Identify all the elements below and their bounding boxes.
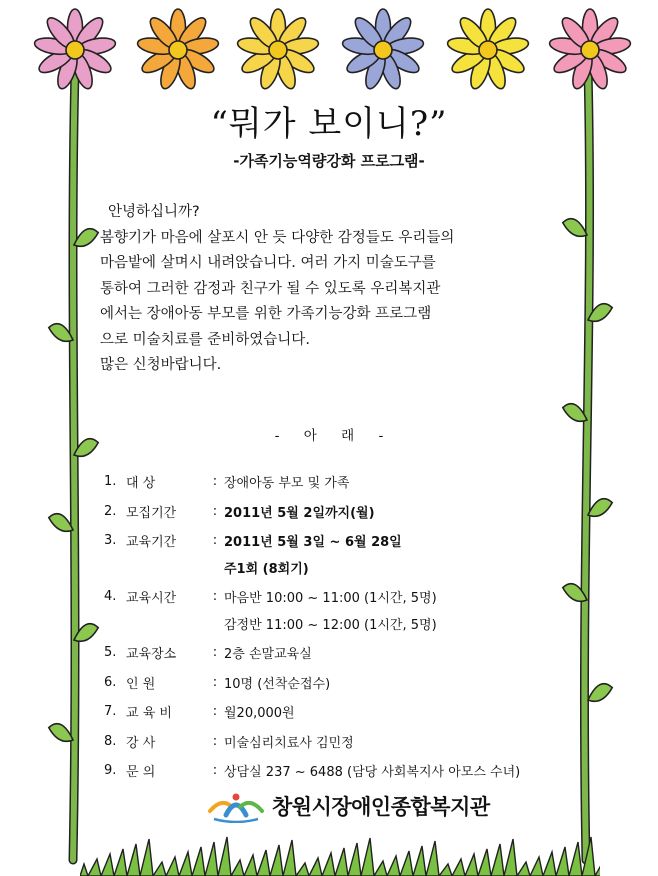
page-title: “뭐가 보이니?” xyxy=(210,104,448,144)
notice-heading: - 아 래 - xyxy=(274,428,384,444)
detail-number: 1. xyxy=(104,474,117,490)
detail-separator: : xyxy=(212,589,218,605)
details-list xyxy=(104,467,584,786)
intro-line: 마음밭에 살며시 내려앉습니다. 여러 가지 미술도구를 xyxy=(100,255,436,271)
intro-line: 봄향기가 마음에 살포시 안 듯 다양한 감정들도 우리들의 xyxy=(100,229,455,246)
intro-line: 으로 미술치료를 준비하였습니다. xyxy=(100,331,310,348)
detail-label: 교 육 비 xyxy=(126,706,172,722)
detail-value: 월20,000원 xyxy=(224,706,295,722)
detail-row xyxy=(104,526,584,556)
leaf-icon xyxy=(586,682,614,702)
detail-label: 교육장소 xyxy=(126,647,177,663)
intro-paragraph xyxy=(100,200,590,379)
detail-label: 인 원 xyxy=(126,676,156,692)
detail-number: 6. xyxy=(104,674,117,690)
detail-label: 강 사 xyxy=(126,735,156,751)
detail-number: 7. xyxy=(104,704,117,720)
detail-number: 3. xyxy=(104,533,117,549)
detail-value: 감정반 11:00 ~ 12:00 (1시간, 5명) xyxy=(224,617,437,633)
intro-line: 많은 신청바랍니다. xyxy=(100,357,222,373)
detail-row xyxy=(104,697,584,727)
detail-number: 9. xyxy=(104,763,117,779)
detail-number: 8. xyxy=(104,733,117,749)
detail-row xyxy=(104,668,584,698)
detail-value: 마음반 10:00 ~ 11:00 (1시간, 5명) xyxy=(224,591,437,607)
grass-blades xyxy=(80,837,600,876)
detail-value: 2011년 5월 2일까지(월) xyxy=(224,505,375,521)
detail-label: 모집기간 xyxy=(126,505,177,521)
flower-icon xyxy=(341,9,424,91)
detail-separator: : xyxy=(212,503,218,519)
detail-value: 10명 (선착순접수) xyxy=(224,676,331,692)
detail-value: 2011년 5월 3일 ~ 6월 28일 xyxy=(224,535,402,551)
flower-icon xyxy=(446,9,529,91)
detail-value: 주1회 (8회기) xyxy=(224,561,309,577)
detail-row xyxy=(104,467,584,497)
organization-name: 창원시장애인종합복지관 xyxy=(272,795,490,819)
detail-label: 교육기간 xyxy=(126,535,177,551)
detail-separator: : xyxy=(212,645,218,661)
intro-line: 에서는 장애아동 부모를 위한 가족기능강화 프로그램 xyxy=(100,306,432,322)
detail-value: 2층 손말교육실 xyxy=(224,647,312,663)
detail-number: 4. xyxy=(104,589,117,605)
detail-number: 5. xyxy=(104,645,117,661)
detail-row xyxy=(104,638,584,668)
grass-illustration xyxy=(80,815,600,876)
detail-value: 장애아동 부모 및 가족 xyxy=(224,476,350,492)
detail-row xyxy=(104,553,584,583)
detail-separator: : xyxy=(212,474,218,490)
detail-value: 미술심리치료사 김민정 xyxy=(224,735,354,751)
intro-line: 통하여 그러한 감정과 친구가 될 수 있도록 우리복지관 xyxy=(100,280,441,297)
detail-row xyxy=(104,756,584,786)
detail-label: 교육시간 xyxy=(126,591,177,607)
page-subtitle: -가족기능역량강화 프로그램- xyxy=(233,152,425,170)
flower-icon xyxy=(136,9,219,91)
detail-label: 문 의 xyxy=(126,765,156,781)
detail-separator: : xyxy=(212,674,218,690)
intro-line: 안녕하십니까? xyxy=(108,204,200,220)
detail-separator: : xyxy=(212,733,218,749)
detail-row xyxy=(104,727,584,757)
detail-label: 대 상 xyxy=(126,476,156,492)
detail-row xyxy=(104,609,584,639)
detail-number: 2. xyxy=(104,503,117,519)
detail-row xyxy=(104,497,584,527)
detail-row xyxy=(104,582,584,612)
detail-value: 상담실 237 ~ 6488 (담당 사회복지사 아모스 수녀) xyxy=(224,765,521,781)
detail-separator: : xyxy=(212,763,218,779)
flower-heads xyxy=(33,9,631,91)
detail-separator: : xyxy=(212,533,218,549)
detail-separator: : xyxy=(212,704,218,720)
flower-icon xyxy=(236,9,319,91)
